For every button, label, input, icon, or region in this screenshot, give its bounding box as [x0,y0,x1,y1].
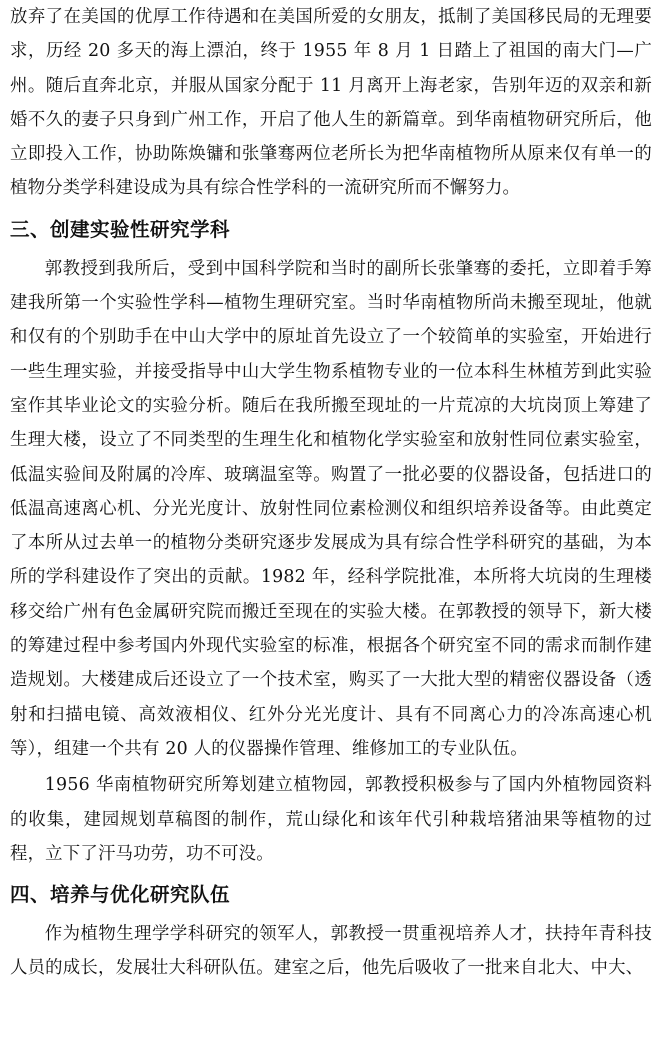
body-paragraph: 放弃了在美国的优厚工作待遇和在美国所爱的女朋友，抵制了美国移民局的无理要求，历经 20 多天的海上漂泊，终于 1955 年 8 月 1 日踏上了祖国的南大门—广州。随后直奔北京，并服从国家分配于 11 月离开上海老家，告别年迈的双亲和新婚不久的妻子只身到广州工作，开启了他人生的新篇章。到华南植物研究所后，他立即投入工作，协助陈焕镛和张肇骞两位老所长为把华南植物所从原来仅有单一的植物分类学科建设成为具有综合性学科的一流研究所而不懈努力。 [10,7,652,199]
document-page [10,0,652,986]
body-paragraph: 郭教授到我所后，受到中国科学院和当时的副所长张肇骞的委托，立即着手筹建我所第一个实验性学科—植物生理研究室。当时华南植物所尚未搬至现址，他就和仅有的个别助手在中山大学中的原址首先设立了一个较简单的实验室，开始进行一些生理实验，并接受指导中山大学生物系植物专业的一位本科生林植芳到此实验室作其毕业论文的实验分析。随后在我所搬至现址的一片荒凉的大坑岗顶上筹建了生理大楼，设立了不同类型的生理生化和植物化学实验室和放射性同位素实验室，低温实验间及附属的冷库、玻璃温室等。购置了一批必要的仪器设备，包括进口的低温高速离心机、分光光度计、放射性同位素检测仪和组织培养设备等。由此奠定了本所从过去单一的植物分类研究逐步发展成为具有综合性学科研究的基础，为本所的学科建设作了突出的贡献。1982 年，经科学院批准，本所将大坑岗的生理楼移交给广州有色金属研究院而搬迁至现在的实验大楼。在郭教授的领导下，新大楼的筹建过程中参考国内外现代实验室的标准，根据各个研究室不同的需求而制作建造规划。大楼建成后还设立了一个技术室，购买了一大批大型的精密仪器设备（透射和扫描电镜、高效液相仪、红外分光光度计、具有不同离心力的冷冻高速心机等），组建一个共有 20 人的仪器操作管理、维修加工的专业队伍。 [10,258,652,759]
section-heading-3: 三、创建实验性研究学科 [10,217,231,241]
section-heading-4: 四、培养与优化研究队伍 [10,883,231,907]
body-paragraph: 1956 华南植物研究所筹划建立植物园，郭教授积极参与了国内外植物园资料的收集，建园规划草稿图的制作，荒山绿化和该年代引种栽培猪油果等植物的过程，立下了汗马功劳，功不可没。 [10,775,652,864]
body-paragraph: 作为植物生理学学科研究的领军人，郭教授一贯重视培养人才，扶持年青科技人员的成长，发展壮大科研队伍。建室之后，他先后吸收了一批来自北大、中大、 [10,924,652,979]
